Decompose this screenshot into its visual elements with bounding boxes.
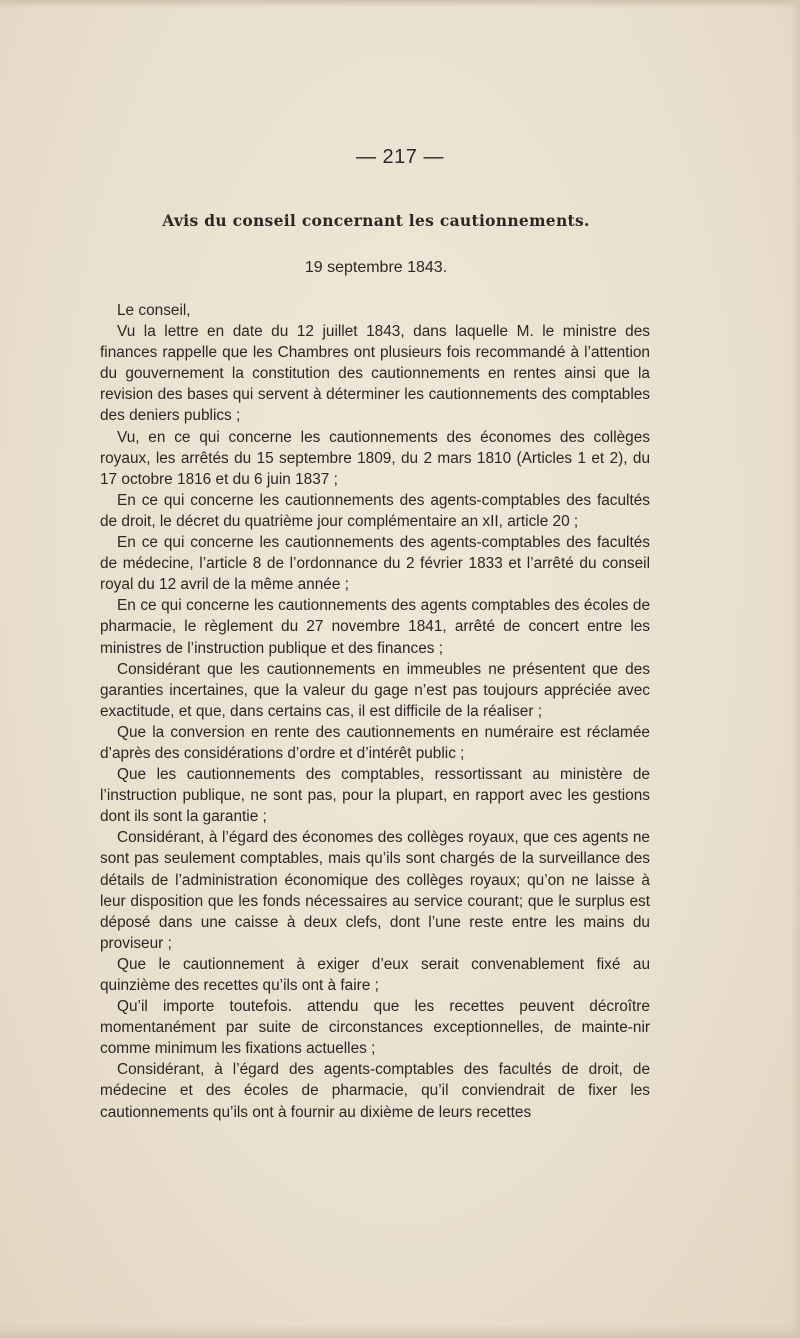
page-number: — 217 — [356,146,444,168]
document-title: Avis du conseil concernant les cautionnements. [162,211,590,230]
paragraph: Considérant, à l’égard des économes des collèges royaux, que ces agents ne sont pas seulement comptables, mais qu’ils sont chargés de la surveillance des détails de l’administration économique des collèges royaux; qu’on ne laisse à leur disposition que les fonds nécessaires au service courant; que le surplus est déposé dans une caisse à deux clefs, dont l’une reste entre les mains du proviseur ; [100,829,650,952]
paragraph: Vu la lettre en date du 12 juillet 1843, dans laquelle M. le ministre des finances rappelle que les Chambres ont plusieurs fois recommandé à l’attention du gouvernement la constitution des cautionnements en rentes ainsi que la revision des bases qui servent à déterminer les cautionnements des comptables des deniers publics ; [100,323,650,425]
paragraph: Qu’il importe toutefois. attendu que les recettes peuvent décroître momentanément par suite de circonstances exceptionnelles, de mainte-nir comme minimum les fixations actuelles ; [100,998,650,1058]
document-body [100,300,650,1123]
paragraph: Considérant, à l’égard des agents-comptables des facultés de droit, de médecine et des écoles de pharmacie, qu’il conviendrait de fixer les cautionnements qu’ils ont à fournir au dixième de leurs recettes [100,1061,650,1121]
paragraph: En ce qui concerne les cautionnements des agents comptables des écoles de pharmacie, le règlement du 27 novembre 1841, arrêté de concert entre les ministres de l’instruction publique et des finances ; [100,597,650,657]
page-edge-bottom [0,1324,800,1338]
paragraph: Que la conversion en rente des cautionnements en numéraire est réclamée d’après des considérations d’ordre et d’intérêt public ; [100,723,650,762]
paragraph: En ce qui concerne les cautionnements des agents-comptables des facultés de droit, le décret du quatrième jour complémentaire an xII, article 20 ; [100,491,650,530]
paragraph: En ce qui concerne les cautionnements des agents-comptables des facultés de médecine, l’article 8 de l’ordonnance du 2 février 1833 et l’arrêté du conseil royal du 12 avril de la même année ; [100,534,650,594]
paragraph: Que les cautionnements des comptables, ressortissant au ministère de l’instruction publique, ne sont pas, pour la plupart, en rapport avec les gestions dont ils sont la garantie ; [100,766,650,826]
page-edge-right [790,0,800,1338]
paragraph: Le conseil, [117,302,191,319]
paragraph: Considérant que les cautionnements en immeubles ne présentent que des garanties incertaines, que la valeur du gage n’est pas toujours appréciée avec exactitude, et que, dans certains cas, il est difficile de la réaliser ; [100,660,650,720]
paragraph: Vu, en ce qui concerne les cautionnements des économes des collèges royaux, les arrêtés du 15 septembre 1809, du 2 mars 1810 (Articles 1 et 2), du 17 octobre 1816 et du 6 juin 1837 ; [100,428,650,488]
document-date: 19 septembre 1843. [304,259,448,276]
paragraph: Que le cautionnement à exiger d’eux serait convenablement fixé au quinzième des recettes qu’ils ont à faire ; [100,955,650,994]
page-edge-top [0,0,800,8]
